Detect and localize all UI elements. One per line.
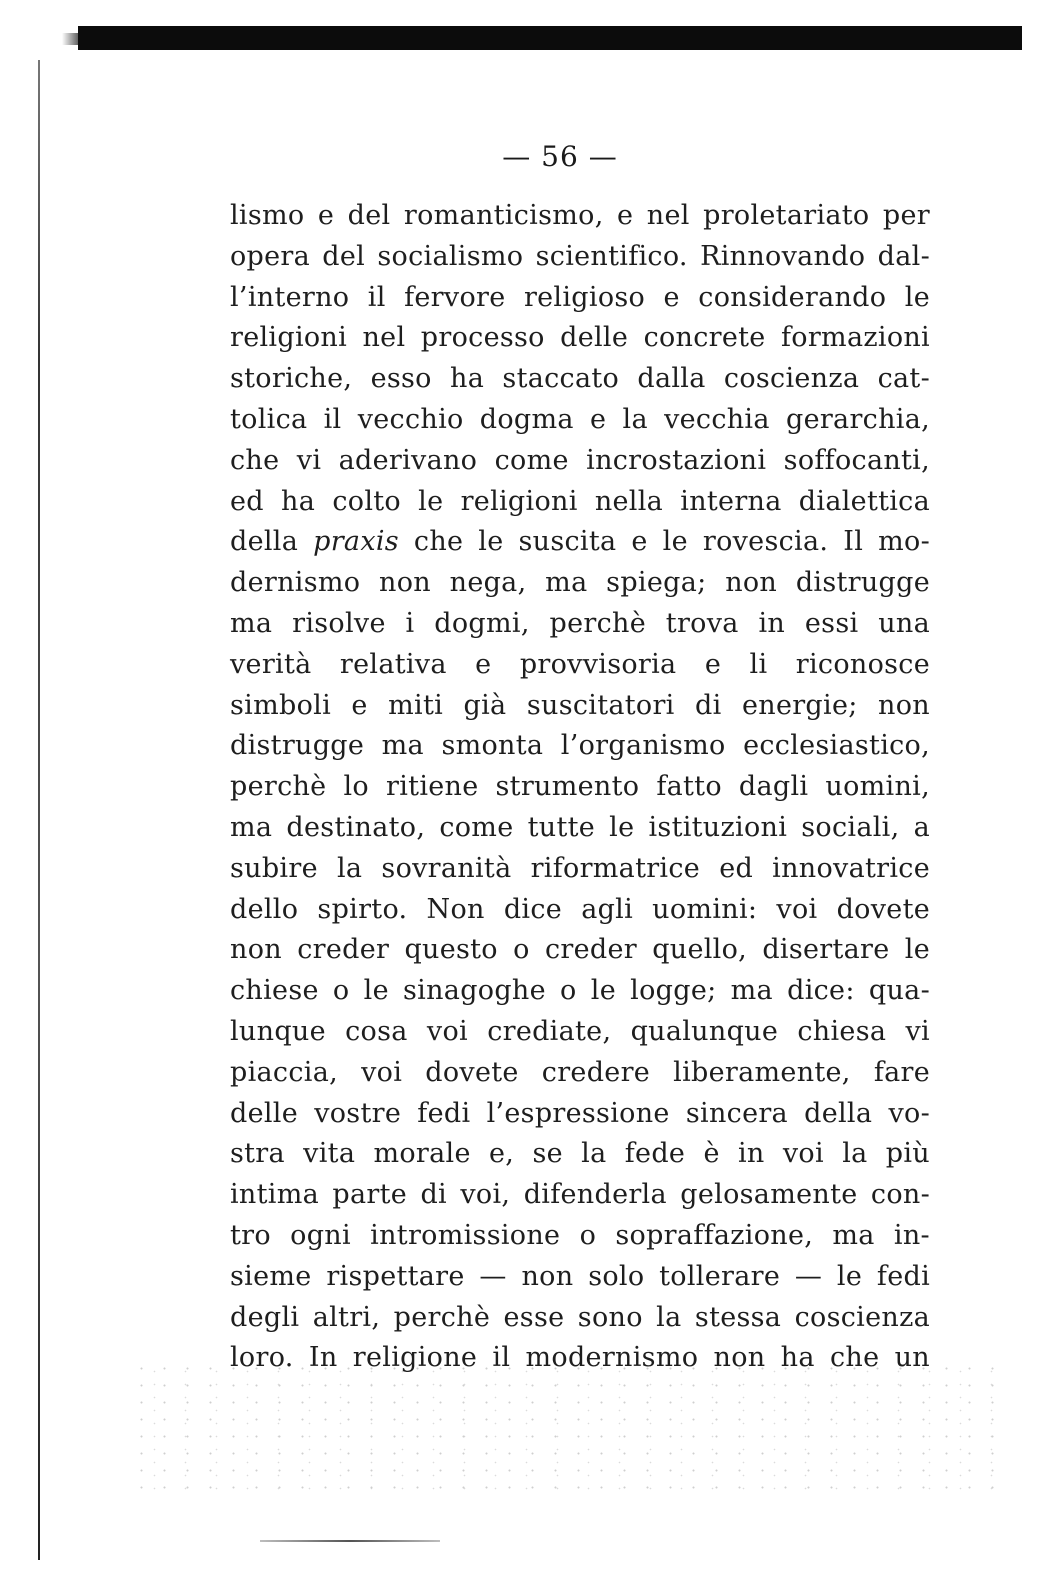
text-line: simboli e miti già suscitatori di energie; non bbox=[230, 689, 930, 721]
text-line: religioni nel processo delle concrete formazioni bbox=[230, 322, 930, 354]
text-line: chiese o le sinagoghe o le logge; ma dice: qua- bbox=[230, 975, 930, 1007]
text-line: non creder questo o creder quello, disertare le bbox=[230, 934, 930, 966]
text-line: distrugge ma smonta l’organismo ecclesiastico, bbox=[230, 730, 930, 762]
scan-left-edge bbox=[38, 60, 40, 1560]
text-line: tro ogni intromissione o sopraffazione, ma in- bbox=[230, 1219, 930, 1251]
text-line: ma destinato, come tutte le istituzioni sociali, a bbox=[230, 811, 930, 843]
text-line: ed ha colto le religioni nella interna dialettica bbox=[230, 485, 930, 517]
text-line: intima parte di voi, difenderla gelosamente con- bbox=[230, 1179, 930, 1211]
text-line: opera del socialismo scientifico. Rinnovando dal- bbox=[230, 240, 930, 272]
page-number: — 56 — bbox=[502, 140, 618, 173]
text-line: che vi aderivano come incrostazioni soffocanti, bbox=[230, 444, 930, 476]
text-line: sieme rispettare — non solo tollerare — le fedi bbox=[230, 1260, 930, 1292]
text-line: stra vita morale e, se la fede è in voi la più bbox=[230, 1138, 930, 1170]
text-line: ma risolve i dogmi, perchè trova in essi una bbox=[230, 607, 930, 639]
body-text bbox=[230, 196, 930, 1379]
text-line: verità relativa e provvisoria e li riconosce bbox=[230, 648, 930, 680]
scan-top-bar bbox=[78, 26, 1022, 50]
text-line: perchè lo ritiene strumento fatto dagli uomini, bbox=[230, 771, 930, 803]
text-line: dello spirto. Non dice agli uomini: voi dovete bbox=[230, 893, 930, 925]
scan-bottom-smudge bbox=[260, 1540, 440, 1542]
scan-noise bbox=[130, 1360, 1010, 1490]
text-line: delle vostre fedi l’espressione sincera della vo- bbox=[230, 1097, 930, 1129]
text-line: storiche, esso ha staccato dalla coscienza cat- bbox=[230, 363, 930, 395]
text-segment: che le suscita e le rovescia. Il mo- bbox=[398, 526, 930, 558]
text-line: tolica il vecchio dogma e la vecchia gerarchia, bbox=[230, 403, 930, 435]
text-line: loro. In religione il modernismo non ha che un bbox=[230, 1342, 930, 1374]
text-line: piaccia, voi dovete credere liberamente, fare bbox=[230, 1056, 930, 1088]
text-line: degli altri, perchè esse sono la stessa coscienza bbox=[230, 1301, 930, 1333]
text-line: l’interno il fervore religioso e considerando le bbox=[230, 281, 930, 313]
text-line-with-italic bbox=[230, 522, 930, 563]
text-line: subire la sovranità riformatrice ed innovatrice bbox=[230, 852, 930, 884]
italic-word: praxis bbox=[313, 526, 399, 558]
text-line: dernismo non nega, ma spiega; non distrugge bbox=[230, 567, 930, 599]
text-line: lunque cosa voi crediate, qualunque chiesa vi bbox=[230, 1015, 930, 1047]
text-segment: della bbox=[230, 526, 314, 558]
text-line: lismo e del romanticismo, e nel proletariato per bbox=[230, 200, 930, 231]
